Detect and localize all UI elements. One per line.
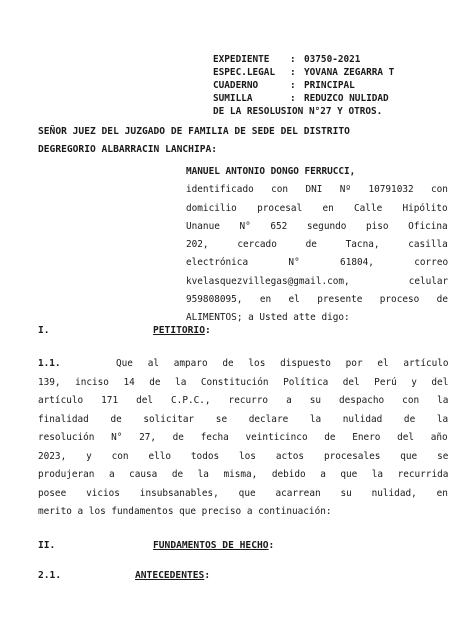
intro-line: domicilio procesal en Calle Hipólito [186, 202, 448, 214]
intro-line: 202, cercado de Tacna, casilla [186, 239, 448, 251]
case-header [213, 53, 443, 118]
paragraph-line: 139, inciso 14 de la Constitución Política del Perú y del [38, 376, 449, 388]
cuaderno-label: CUADERNO [213, 80, 259, 91]
expediente-label: EXPEDIENTE [213, 54, 270, 65]
section-heading-fundamentos: II. FUNDAMENTOS DE HECHO: [38, 540, 275, 551]
section-number: 2.1. [38, 570, 62, 581]
espec-legal-value: YOVANA ZEGARRA T [304, 67, 395, 78]
paragraph-1-1 [38, 355, 448, 522]
sumilla-row: SUMILLA : REDUZCO NULIDAD [213, 93, 389, 104]
cuaderno-row: CUADERNO : PRINCIPAL [213, 80, 355, 91]
petitioner-intro [186, 163, 448, 328]
paragraph-line: 1.1. Que al amparo de los dispuesto por el artículo [38, 355, 448, 374]
intro-line: kvelasquezvillegas@gmail.com, celular [186, 275, 449, 287]
section-heading-antecedentes: 2.1. ANTECEDENTES: [38, 570, 211, 581]
section-title: PETITORIO [153, 325, 205, 336]
paragraph-number: 1.1. [38, 358, 61, 369]
sumilla-continuation: DE LA RESOLUSION N°27 Y OTROS. [213, 106, 383, 117]
paragraph-line: finalidad de solicitar se declare la nulidad de la [38, 413, 449, 425]
expediente-row: EXPEDIENTE : 03750-2021 [213, 54, 361, 65]
section-heading-petitorio: I. PETITORIO: [38, 325, 211, 336]
expediente-value: 03750-2021 [304, 54, 361, 65]
paragraph-line: posee vicios insubsanables, que acarrean su nulidad, en [38, 487, 448, 499]
cuaderno-value: PRINCIPAL [304, 80, 355, 91]
sumilla-value: REDUZCO NULIDAD [304, 93, 389, 104]
intro-line: identificado con DNI Nº 10791032 con [186, 184, 448, 196]
intro-line: ALIMENTOS; a Usted atte digo: [186, 312, 350, 324]
process-type: ALIMENTOS [186, 312, 237, 324]
paragraph-line: produjeran a causa de la misma, debido a que la recurrida [38, 469, 449, 480]
espec-legal-row: ESPEC.LEGAL : YOVANA ZEGARRA T [213, 67, 395, 78]
section-title: ANTECEDENTES [135, 570, 205, 581]
sumilla-label: SUMILLA [213, 93, 253, 104]
paragraph-line: artículo 171 del C.P.C., recurro a su despacho con la [38, 395, 449, 406]
intro-line: electrónica N° 61804, correo [186, 257, 449, 269]
paragraph-line: resolución N° 27, de fecha veinticinco de Enero del año [38, 432, 448, 443]
paragraph-line: 2023, y con ello todos los actos procesales que se [38, 450, 449, 462]
judge-address [38, 123, 448, 159]
espec-legal-label: ESPEC.LEGAL [213, 67, 276, 78]
paragraph-line: merito a los fundamentos que preciso a continuación: [38, 506, 332, 517]
intro-line: Unanue N° 652 segundo piso Oficina [186, 220, 448, 232]
intro-line: 959808095, en el presente proceso de [186, 294, 448, 306]
section-title: FUNDAMENTOS DE HECHO [153, 540, 269, 551]
section-number: I. [38, 325, 50, 336]
address-line: DEGREGORIO ALBARRACIN LANCHIPA: [38, 144, 218, 155]
petitioner-name: MANUEL ANTONIO DONGO FERRUCCI, [186, 166, 356, 177]
address-line: SEÑOR JUEZ DEL JUZGADO DE FAMILIA DE SEDE DEL DISTRITO [38, 126, 350, 137]
section-number: II. [38, 540, 56, 551]
